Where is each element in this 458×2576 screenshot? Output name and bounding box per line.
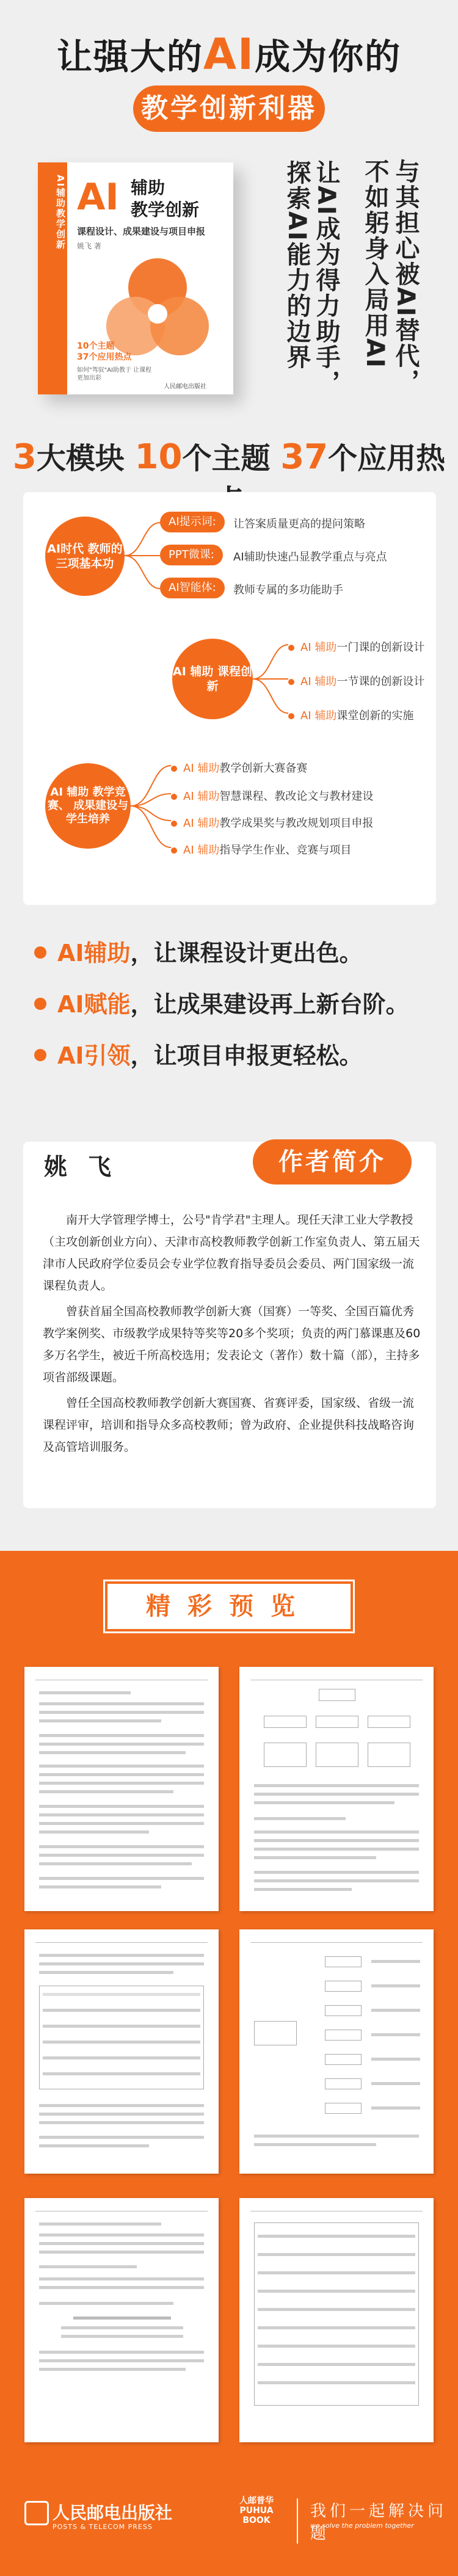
- module-3-label: AI 辅助 教学竞赛、 成果建设与 学生培养: [45, 763, 131, 849]
- module-3-item-2: AI 辅助智慧课程、教改论文与教材建设: [171, 788, 373, 804]
- module-1-item-2: AI辅助快速凸显教学重点与亮点: [233, 551, 387, 564]
- module-2-label: AI 辅助 课程创新: [172, 639, 253, 719]
- module-1-connector: [125, 513, 161, 604]
- module-2-connector: [253, 635, 289, 727]
- puhua-logo: 人邮普华 PUHUA BOOK: [239, 2496, 274, 2525]
- preview-heading: 精彩预览: [105, 1581, 353, 1631]
- author-bio-p1: 南开大学管理学博士，公号"肯学君"主理人。现任天津工业大学教授（主攻创新创业方向）、天津市高校教师教学创新工作室负责人、第五届天津市人民政府学位委员会专业学位教育指导委员会委员、两门国家级一流课程负责人。: [43, 1213, 420, 1293]
- author-name: 姚飞: [44, 1153, 133, 1180]
- book-cover: [38, 162, 233, 394]
- module-3-item-4: AI 辅助指导学生作业、竞赛与项目: [171, 841, 351, 857]
- preview-page-1: [24, 1667, 219, 1911]
- hero-title: 让强大的AI成为你的: [56, 29, 402, 79]
- bullet-3: AI引领，让项目申报更轻松。: [34, 1037, 363, 1070]
- preview-page-5: [24, 2198, 219, 2442]
- footer-slogan-en: we solve the problem together: [310, 2522, 414, 2530]
- modules-headline: 3大模块 10个主题 37个应用热: [12, 437, 446, 477]
- preview-page-6: [239, 2198, 434, 2442]
- book-publisher: 人民邮电出版社: [164, 383, 206, 390]
- module-1-item-1-tag: AI提示词:: [160, 512, 225, 532]
- publisher-logo-icon: [24, 2501, 49, 2525]
- preview-page-3: [24, 1929, 219, 2174]
- module-3-item-1: AI 辅助教学创新大赛备赛: [171, 760, 307, 775]
- author-heading: 作者简介: [253, 1139, 412, 1185]
- bullet-1: AI辅助，让课程设计更出色。: [34, 934, 363, 968]
- hero-pill: 教学创新利器: [133, 85, 325, 132]
- preview-page-4: [239, 1929, 434, 2174]
- author-bio: [43, 1209, 421, 1462]
- book-title: 辅助 教学创新: [131, 178, 200, 220]
- module-3-item-3: AI 辅助教学成果奖与教改规划项目申报: [171, 815, 373, 830]
- book-author: 姚飞 著: [77, 242, 101, 250]
- module-2-item-2: AI 辅助一节课的创新设计: [288, 673, 424, 689]
- module-1-item-1: 让答案质量更高的提问策略: [233, 518, 365, 531]
- publisher-name: 人民邮电出版社: [53, 2503, 173, 2523]
- vertical-quote-2: 不如躬身入局用AI: [361, 159, 389, 369]
- book-subtitle: 课程设计、成果建设与项目申报: [77, 226, 206, 237]
- vertical-quote-4: 探索AI能力的边界: [283, 160, 311, 370]
- author-bio-p3: 曾任全国高校教师教学创新大赛国赛、省赛评委，国家级、省级一流课程评审，培训和指导众多高校教师；曾为政府、企业提供科技战略咨询及高管培训服务。: [43, 1396, 415, 1454]
- book-spine: AI辅助教学创新: [38, 162, 67, 394]
- module-2-item-3: AI 辅助课堂创新的实施: [288, 707, 413, 723]
- module-3-connector: [131, 755, 173, 871]
- module-1-label: AI时代 教师的 三项基本功: [45, 517, 125, 596]
- module-1-item-3-tag: AI智能体:: [160, 578, 225, 598]
- book-stats: 10个主题 37个应用热点: [77, 341, 132, 362]
- module-2-item-1: AI 辅助一门课的创新设计: [288, 639, 424, 655]
- vertical-quote-3: 让AI成为得力助手，: [312, 160, 340, 396]
- author-bio-p2: 曾获首届全国高校教师教学创新大赛（国赛）一等奖、全国百篇优秀教学案例奖、市级教学成果特等奖等20多个奖项；负责的两门慕课惠及60多万名学生，被近千所高校选用；发表论文（著作）数十篇（部），主持多项省部级课题。: [43, 1305, 421, 1384]
- book-note: 如何"驾驭"AI助教于 让课程更加出彩: [77, 367, 152, 382]
- book-ai-logo: AI: [77, 176, 119, 219]
- bullet-2: AI赋能，让成果建设再上新台阶。: [34, 985, 409, 1019]
- module-1-item-3: 教师专属的多功能助手: [233, 584, 343, 597]
- vertical-quote-1: 与其担心被AI替代，: [391, 159, 420, 394]
- preview-page-2: [239, 1667, 434, 1911]
- publisher-name-en: POSTS & TELECOM PRESS: [53, 2523, 153, 2531]
- footer-slogan: 我们一起解决问题: [297, 2498, 458, 2544]
- module-1-item-2-tag: PPT微课:: [160, 545, 223, 565]
